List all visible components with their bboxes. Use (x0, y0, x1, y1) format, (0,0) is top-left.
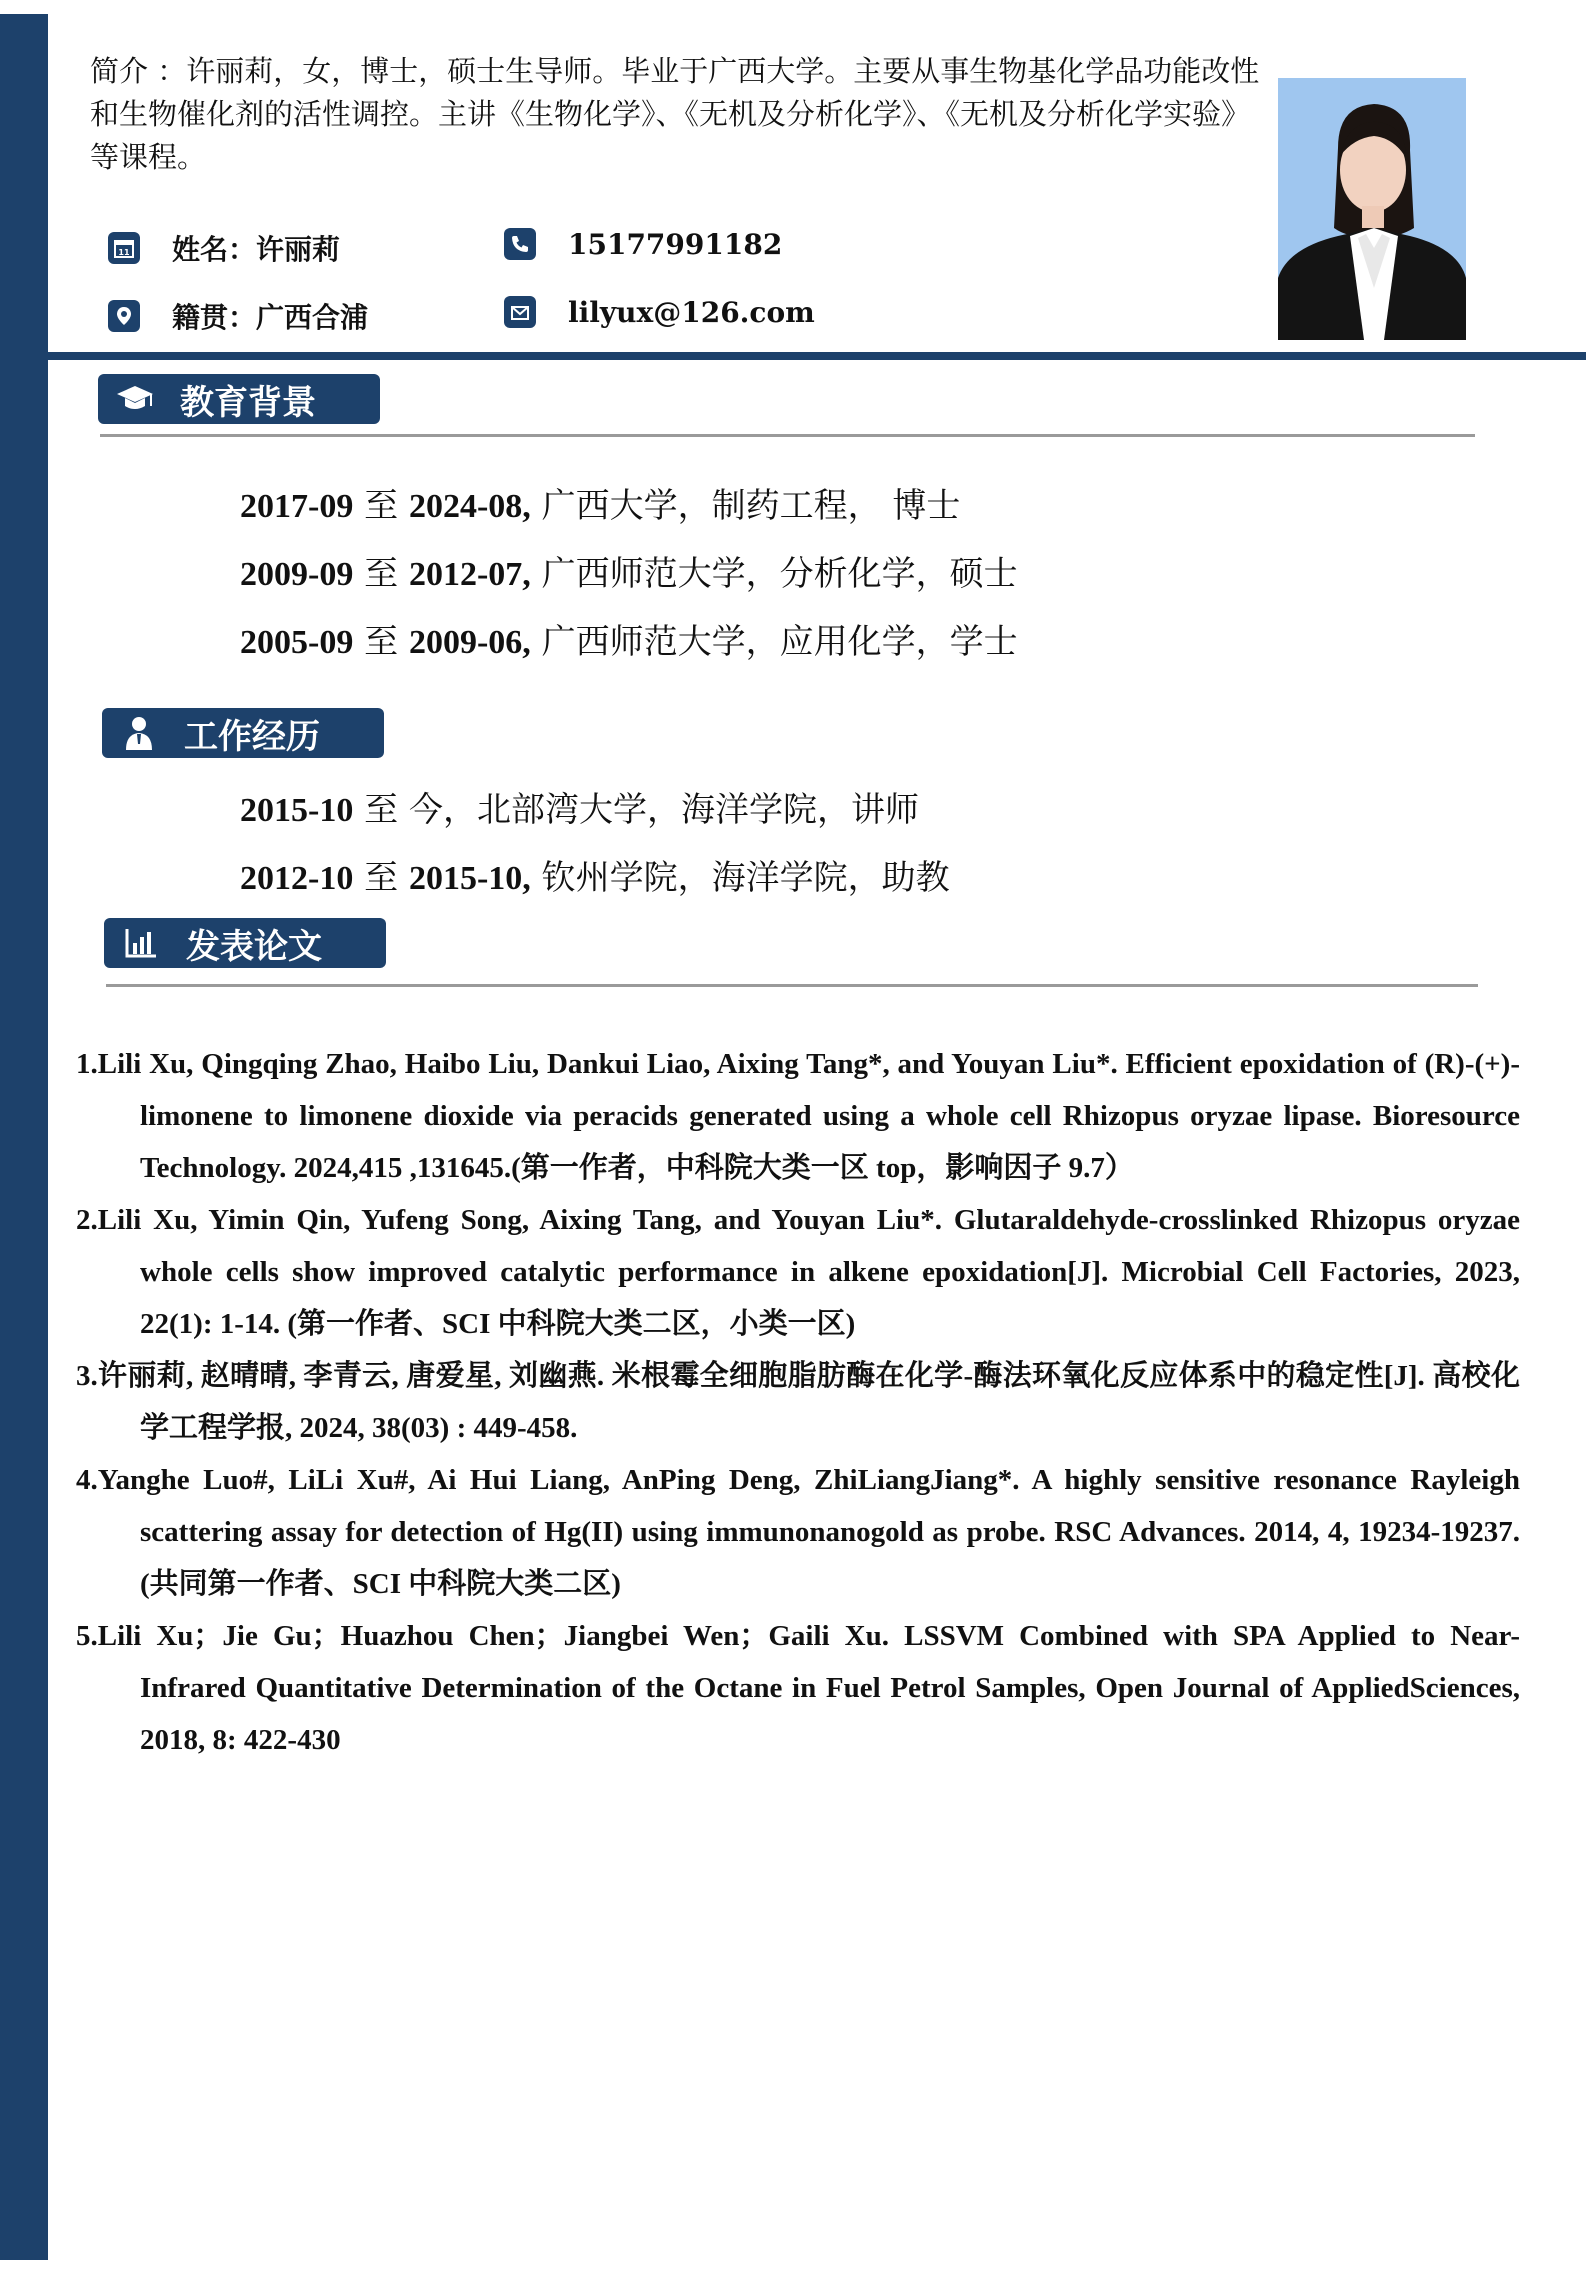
work-detail: 钦州学院，海洋学院，助教 (541, 858, 950, 898)
publication-item (76, 1454, 1520, 1610)
publication-text: 5.Lili Xu；Jie Gu；Huazhou Chen；Jiangbei Wen；Gaili Xu. LSSVM Combined with SPA Applied to Near-Infrared Quantitative Determination of the Octane in Fuel Petrol Samples, Open Journal of AppliedSciences, 2018, 8: 422-430 (76, 1620, 1520, 1756)
person-icon (116, 716, 162, 750)
edu-to: 至 (364, 486, 399, 526)
profile-photo (1278, 78, 1466, 340)
calendar-icon (108, 232, 140, 264)
section-header-education (98, 374, 380, 424)
bar-chart-icon (118, 927, 164, 959)
edu-end: 2009-06, (408, 624, 531, 661)
work-entry (240, 782, 919, 831)
contact-email (504, 290, 815, 334)
section-title-education: 教育背景 (180, 382, 316, 423)
edu-start: 2005-09 (240, 624, 354, 661)
education-rule (100, 434, 1475, 437)
svg-text:11: 11 (118, 248, 130, 257)
publication-text: 1.Lili Xu, Qingqing Zhao, Haibo Liu, Dankui Liao, Aixing Tang*, and Youyan Liu*. Efficient epoxidation of (R)-(+)-limonene to limonene dioxide via peracids generated using a whole cell Rhizopus oryzae lipase. Bioresource Technology. 2024,415 ,131645.(第一作者，中科院大类一区 top，影响因子 9.7） (76, 1048, 1520, 1184)
publication-item (76, 1038, 1520, 1194)
work-to: 至 (364, 858, 399, 898)
contact-name (108, 226, 340, 270)
publication-text: 3.许丽莉, 赵晴晴, 李青云, 唐爱星, 刘幽燕. 米根霉全细胞脂肪酶在化学-酶法环氧化反应体系中的稳定性[J]. 高校化学工程学报, 2024, 38(03) : 449-458. (76, 1360, 1520, 1444)
edu-detail: 广西大学，制药工程， 博士 (541, 486, 961, 526)
publications-rule (106, 984, 1478, 987)
edu-start: 2009-09 (240, 556, 354, 593)
edu-end: 2012-07, (408, 556, 531, 593)
education-entry (240, 546, 1018, 595)
education-entry (240, 478, 960, 527)
section-title-publications: 发表论文 (186, 926, 322, 967)
publication-item (76, 1194, 1520, 1350)
phone-icon (504, 228, 536, 260)
publication-item (76, 1350, 1520, 1454)
location-pin-icon (108, 300, 140, 332)
edu-start: 2017-09 (240, 488, 354, 525)
contact-phone (504, 222, 782, 266)
education-entry (240, 614, 1018, 663)
edu-end: 2024-08, (408, 488, 531, 525)
contact-origin (108, 294, 368, 338)
section-header-work (102, 708, 384, 758)
publication-text: 4.Yanghe Luo#, LiLi Xu#, Ai Hui Liang, AnPing Deng, ZhiLiangJiang*. A highly sensitive resonance Rayleigh scattering assay for detection of Hg(II) using immunonanogold as probe. RSC Advances. 2014, 4, 19234-19237. (共同第一作者、SCI 中科院大类二区) (76, 1464, 1520, 1600)
work-end: 2015-10, (408, 860, 531, 897)
publication-text: 2.Lili Xu, Yimin Qin, Yufeng Song, Aixing Tang, and Youyan Liu*. Glutaraldehyde-crosslinked Rhizopus oryzae whole cells show improved catalytic performance in alkene epoxidation[J]. Microbial Cell Factories, 2023, 22(1): 1-14. (第一作者、SCI 中科院大类二区，小类一区) (76, 1204, 1520, 1340)
envelope-icon (504, 296, 536, 328)
edu-to: 至 (364, 622, 399, 662)
email-text: lilyux@126.com (568, 295, 815, 329)
edu-detail: 广西师范大学，应用化学，学士 (541, 622, 1018, 662)
graduation-cap-icon (112, 384, 158, 414)
header-divider (48, 352, 1586, 360)
work-start: 2015-10 (240, 792, 354, 829)
bio-text: 简介 ：许丽莉，女，博士，硕士生导师。毕业于广西大学。主要从事生物基化学品功能改性和生物催化剂的活性调控。主讲《生物化学》、《无机及分析化学》、《无机及分析化学实验》等课程。 (90, 54, 1260, 174)
left-sidebar-bar (0, 14, 48, 2260)
work-entry (240, 850, 950, 899)
section-title-work: 工作经历 (184, 716, 320, 757)
edu-detail: 广西师范大学，分析化学，硕士 (541, 554, 1018, 594)
name-text: 姓名：许丽莉 (172, 233, 341, 266)
work-to: 至 (364, 790, 399, 830)
publication-list (76, 1038, 1520, 1766)
publication-item (76, 1610, 1520, 1766)
work-start: 2012-10 (240, 860, 354, 897)
origin-text: 籍贯：广西合浦 (172, 301, 369, 334)
phone-text: 15177991182 (568, 227, 783, 261)
work-detail: 今，北部湾大学，海洋学院，讲师 (408, 790, 919, 830)
edu-to: 至 (364, 554, 399, 594)
section-header-publications (104, 918, 386, 968)
